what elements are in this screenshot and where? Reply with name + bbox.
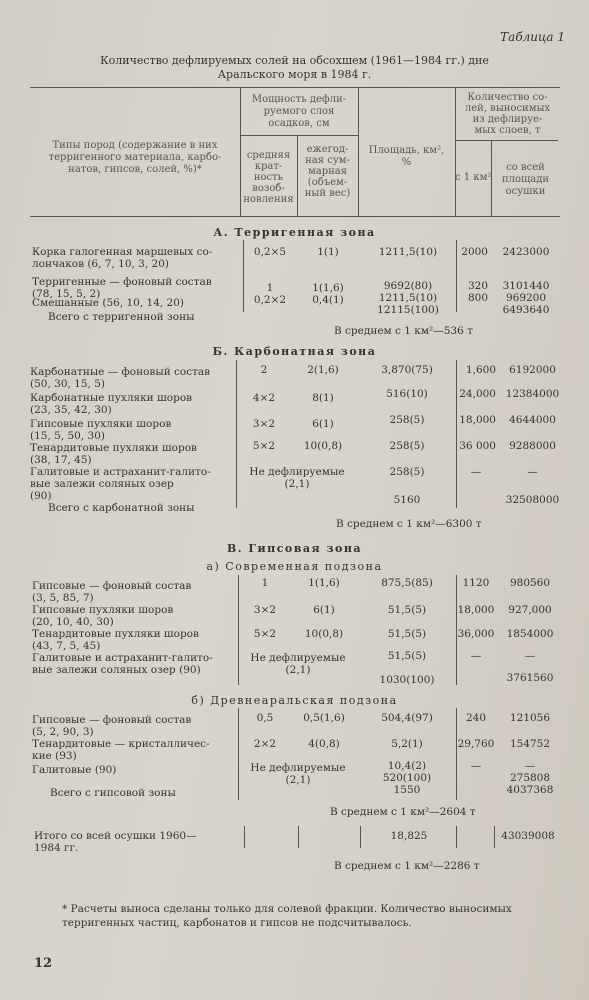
table-row-name: Гипсовые — фоновый состав (5, 2, 90, 3) (32, 714, 192, 738)
table-cell: 51,5(5) (387, 650, 427, 662)
column-divider (494, 826, 495, 848)
table-cell: 1550 (393, 784, 421, 796)
table-cell: 4644000 (509, 414, 556, 426)
zone-average: В среднем с 1 км²—2604 т (330, 806, 476, 818)
page-number: 12 (34, 956, 53, 971)
table-row-name: Смешанные (56, 10, 14, 20) (32, 297, 185, 309)
table-cell: 969200 (505, 292, 547, 304)
table-cell: 6192000 (509, 364, 556, 376)
table-cell: 240 (465, 712, 487, 724)
table-cell: 5×2 (252, 440, 276, 452)
table-cell: 154752 (509, 738, 551, 750)
table-cell: 5×2 (253, 628, 277, 640)
table-cell: 0,5 (256, 712, 274, 724)
table-row-name: Всего с гипсовой зоны (50, 787, 176, 799)
zone-average: В среднем с 1 км²—6300 т (336, 518, 482, 530)
table-cell: 10(0,8) (304, 628, 344, 640)
table-cell: 1(1,6) (312, 282, 344, 294)
column-divider (238, 575, 239, 685)
table-cell: — (470, 466, 482, 478)
table-cell: 1854000 (506, 628, 554, 640)
table-cell: 320 (467, 280, 488, 292)
table-row-name: Галитовые и астраханит-галито- вые залежи соляных озер (90) (30, 466, 211, 502)
table-cell: 927,000 (508, 604, 552, 616)
column-divider (244, 826, 245, 848)
table-cell: 980560 (509, 577, 551, 589)
table-row-name: Галитовые и астраханит-галито- вые залежи соляных озер (90) (32, 652, 213, 676)
table-cell: 3761560 (506, 672, 554, 684)
table-cell: 504,4(97) (381, 712, 433, 724)
table-cell: 51,5(5) (387, 628, 427, 640)
table-cell: 9288000 (509, 440, 556, 452)
table-cell: 275808 (509, 772, 551, 784)
table-cell: 121056 (509, 712, 551, 724)
table-cell: 0,2×2 (253, 294, 287, 306)
table-title-line-1: Количество дефлируемых солей на обсохшем (1961—1984 гг.) дне (100, 54, 489, 67)
table-cell: 258(5) (389, 466, 425, 478)
salts-split-rule (455, 140, 558, 141)
zone-average: В среднем с 1 км²—536 т (334, 325, 473, 337)
subzone-title: а) Современная подзона (206, 560, 383, 573)
thickness-split-rule (240, 135, 358, 136)
table-cell: — (470, 650, 482, 662)
table-cell: 1(1,6) (308, 577, 340, 589)
table-cell: 9692(80) (383, 280, 433, 292)
table-cell: 6(1) (313, 604, 335, 616)
table-cell: 18,000 (457, 604, 495, 616)
table-cell: 2000 (461, 246, 488, 258)
header-area: Площадь, км², % (368, 145, 445, 168)
table-cell: Не дефлируемые (2,1) (249, 466, 345, 490)
header-salts-per-km: с 1 км² (455, 172, 492, 183)
table-cell: 2423000 (502, 246, 550, 258)
table-cell: 6493640 (502, 304, 550, 316)
table-cell: 8(1) (312, 392, 334, 404)
table-row-name: Тенардитовые — кристалличес- кие (93) (32, 738, 210, 762)
table-cell: 1 (266, 282, 274, 294)
table-cell: 520(100) (382, 772, 432, 784)
column-divider (456, 360, 457, 508)
table-cell: 3×2 (253, 604, 277, 616)
table-row-name: Всего с карбонатной зоны (48, 502, 195, 514)
table-cell: 1211,5(10) (378, 292, 438, 304)
table-cell: — (527, 466, 538, 478)
table-cell: 18,825 (390, 830, 428, 842)
table-cell: 1120 (462, 577, 490, 589)
table-cell: 12115(100) (377, 304, 439, 316)
table-cell: — (524, 760, 536, 772)
table-cell: 6(1) (312, 418, 334, 430)
table-cell: 36,000 (457, 628, 495, 640)
table-cell: 3×2 (252, 418, 276, 430)
header-bottom-rule (30, 216, 560, 217)
table-cell: 18,000 (459, 414, 496, 426)
table-cell: 29,760 (457, 738, 495, 750)
table-cell: 1 (261, 577, 269, 589)
table-row-name: Терригенные — фоновый состав (78, 15, 5, 2) (32, 276, 212, 300)
table-cell: 1211,5(10) (378, 246, 438, 258)
table-cell: 4(0,8) (308, 738, 340, 750)
table-cell: Не дефлируемые (2,1) (250, 652, 346, 676)
table-cell: 4×2 (252, 392, 276, 404)
table-cell: 800 (467, 292, 488, 304)
column-divider (360, 826, 361, 848)
table-row-name: Гипсовые пухляки шоров (15, 5, 50, 30) (30, 418, 172, 442)
table-cell: 12384000 (505, 388, 560, 400)
table-cell: 2(1,6) (307, 364, 339, 376)
table-row-name: Карбонатные пухляки шоров (23, 35, 42, 30) (30, 392, 193, 416)
table-cell: 5160 (393, 494, 421, 506)
table-cell: 258(5) (389, 414, 425, 426)
column-divider (238, 708, 239, 800)
table-cell: 258(5) (389, 440, 425, 452)
footnote: * Расчеты выноса сделаны только для солевой фракции. Количество выносимых терригенных частиц, карбонатов и гипсов не подсчитывалось. (62, 903, 512, 929)
column-divider (236, 360, 237, 508)
table-cell: 516(10) (386, 388, 428, 400)
zone-b-title: Б. Карбонатная зона (212, 345, 377, 358)
header-thickness: Мощность дефли- руемого слоя осадков, см (251, 94, 347, 129)
table-cell: 1(1) (317, 246, 339, 258)
table-label: Таблица 1 (500, 30, 565, 44)
subzone-title: б) Древнеаральская подзона (191, 694, 398, 707)
table-cell: 36 000 (459, 440, 496, 452)
table-cell: 2×2 (253, 738, 277, 750)
table-cell: 1030(100) (379, 674, 435, 686)
table-row-name: Корка галогенная маршевых со- лончаков (6, 7, 10, 3, 20) (32, 246, 213, 270)
table-row-name: Карбонатные — фоновый состав (50, 30, 15, 5) (30, 366, 211, 390)
table-cell: 5,2(1) (391, 738, 423, 750)
table-cell: 3,870(75) (381, 364, 433, 376)
table-cell: 1,600 (465, 364, 496, 376)
table-cell: Не дефлируемые (2,1) (250, 762, 346, 786)
table-cell: 875,5(85) (381, 577, 433, 589)
table-row-name: Гипсовые — фоновый состав (3, 5, 85, 7) (32, 580, 192, 604)
table-cell: — (470, 760, 482, 772)
table-row-name: Галитовые (90) (32, 764, 117, 776)
header-top-rule (30, 87, 560, 88)
header-salts-total: со всей площади осушки (501, 162, 550, 197)
table-cell: 51,5(5) (387, 604, 427, 616)
table-row-name: Всего с терригенной зоны (48, 311, 195, 323)
table-title-line-2: Аральского моря в 1984 г. (217, 68, 372, 81)
table-cell: — (524, 650, 536, 662)
table-cell: 0,4(1) (312, 294, 344, 306)
table-row-name: Тенардитовые пухляки шоров (38, 17, 45) (30, 442, 197, 466)
table-row-name: Гипсовые пухляки шоров (20, 10, 40, 30) (32, 604, 174, 628)
header-thickness-annual: ежегод- ная сум- марная (объем- ный вес) (304, 144, 351, 199)
table-cell: 24,000 (459, 388, 496, 400)
table-cell: 10(0,8) (303, 440, 343, 452)
table-cell: 0,2×5 (253, 246, 287, 258)
header-salts: Количество со- лей, выносимых из дефлируе- мых слоев, т (464, 92, 551, 136)
grand-total-name: Итого со всей осушки 1960— 1984 гг. (34, 830, 197, 854)
table-cell: 10,4(2) (387, 760, 427, 772)
table-cell: 32508000 (505, 494, 560, 506)
table-row-name: Тенардитовые пухляки шоров (43, 7, 5, 45) (32, 628, 199, 652)
table-cell: 2 (260, 364, 268, 376)
table-cell: 43039008 (501, 830, 555, 842)
table-cell: 3101440 (502, 280, 550, 292)
column-divider (456, 826, 457, 848)
table-cell: 4037368 (506, 784, 554, 796)
zone-a-title: А. Терригенная зона (213, 226, 376, 239)
header-thickness-renewal: средняя крат- ность возоб- новления (243, 150, 294, 205)
column-divider (298, 826, 299, 848)
zone-c-title: В. Гипсовая зона (226, 542, 363, 555)
header-rock-types: Типы пород (содержание в них терригенного материала, карбо- натов, гипсов, солей, %)* (48, 140, 222, 175)
table-cell: 0,5(1,6) (303, 712, 345, 724)
zone-average: В среднем с 1 км²—2286 т (334, 860, 480, 872)
